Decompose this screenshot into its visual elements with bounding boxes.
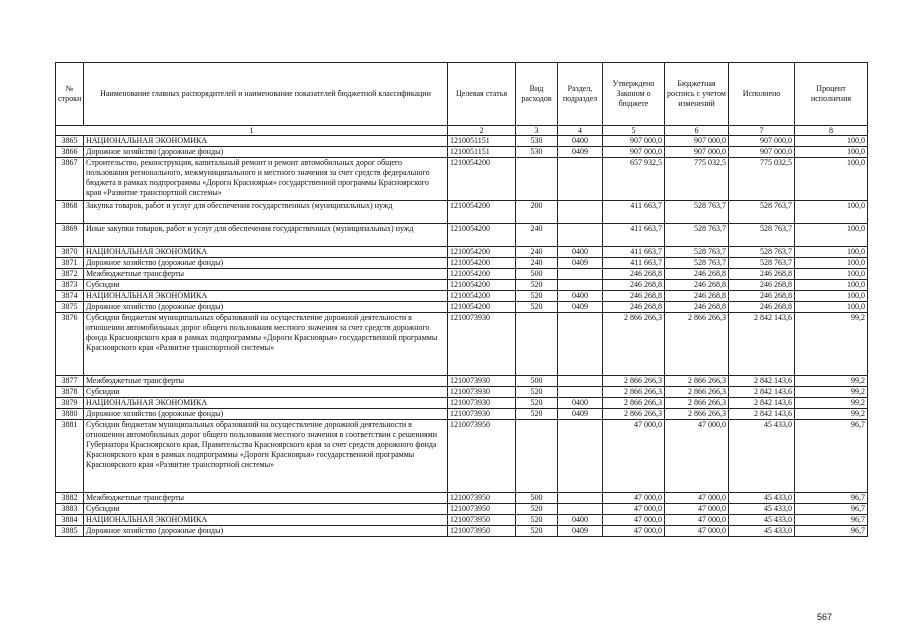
table-row: [56, 147, 868, 158]
row-expense-type: [516, 158, 558, 201]
table-row: [56, 493, 868, 504]
row-executed: 45 433,0: [729, 420, 795, 493]
header-row-number: № строки: [56, 63, 84, 126]
row-approved: 411 663,7: [603, 258, 665, 269]
row-approved: 411 663,7: [603, 224, 665, 247]
row-name: Межбюджетные трансферты: [84, 376, 448, 387]
row-approved: 2 866 266,3: [603, 376, 665, 387]
row-section: [558, 493, 603, 504]
row-expense-type: 520: [516, 504, 558, 515]
header-executed: Исполнено: [729, 63, 795, 126]
row-executed: 2 842 143,6: [729, 313, 795, 376]
row-target-article: 1210073930: [448, 409, 516, 420]
table-row: [56, 504, 868, 515]
row-target-article: 1210073930: [448, 398, 516, 409]
row-percent: 96,7: [795, 515, 868, 526]
column-number: 1: [56, 126, 448, 136]
row-target-article: 1210054200: [448, 280, 516, 291]
row-approved: 2 866 266,3: [603, 313, 665, 376]
row-section: 0400: [558, 136, 603, 147]
row-name: Закупка товаров, работ и услуг для обеспечения государственных (муниципальных) нужд: [84, 201, 448, 224]
row-percent: 100,0: [795, 269, 868, 280]
column-number: 2: [448, 126, 516, 136]
row-name: НАЦИОНАЛЬНАЯ ЭКОНОМИКА: [84, 515, 448, 526]
table-header-row: [56, 63, 868, 126]
row-budget-schedule: 2 866 266,3: [665, 387, 729, 398]
row-number: 3884: [56, 515, 84, 526]
row-budget-schedule: 47 000,0: [665, 526, 729, 537]
row-percent: 96,7: [795, 493, 868, 504]
row-expense-type: 520: [516, 526, 558, 537]
row-percent: 96,7: [795, 504, 868, 515]
row-percent: 100,0: [795, 291, 868, 302]
table-row: [56, 201, 868, 224]
row-executed: 246 268,8: [729, 280, 795, 291]
row-executed: 246 268,8: [729, 302, 795, 313]
row-number: 3879: [56, 398, 84, 409]
row-approved: 246 268,8: [603, 291, 665, 302]
row-percent: 100,0: [795, 158, 868, 201]
row-approved: 2 866 266,3: [603, 398, 665, 409]
header-approved: Утверждено Законом о бюджете: [603, 63, 665, 126]
row-expense-type: [516, 420, 558, 493]
row-number: 3877: [56, 376, 84, 387]
row-budget-schedule: 907 000,0: [665, 136, 729, 147]
row-expense-type: 500: [516, 493, 558, 504]
row-budget-schedule: 2 866 266,3: [665, 313, 729, 376]
table-row: [56, 269, 868, 280]
row-target-article: 1210054200: [448, 258, 516, 269]
row-section: 0409: [558, 258, 603, 269]
row-number: 3880: [56, 409, 84, 420]
row-expense-type: 520: [516, 302, 558, 313]
row-budget-schedule: 47 000,0: [665, 493, 729, 504]
row-expense-type: [516, 313, 558, 376]
column-numbers-row: [56, 126, 868, 136]
budget-table: [55, 62, 868, 537]
row-target-article: 1210054200: [448, 247, 516, 258]
row-name: НАЦИОНАЛЬНАЯ ЭКОНОМИКА: [84, 398, 448, 409]
header-target-article: Целевая статья: [448, 63, 516, 126]
row-approved: 47 000,0: [603, 420, 665, 493]
row-number: 3876: [56, 313, 84, 376]
row-name: НАЦИОНАЛЬНАЯ ЭКОНОМИКА: [84, 291, 448, 302]
page-number: 567: [817, 612, 833, 622]
row-budget-schedule: 528 763,7: [665, 258, 729, 269]
row-percent: 100,0: [795, 302, 868, 313]
row-percent: 100,0: [795, 201, 868, 224]
row-percent: 100,0: [795, 224, 868, 247]
row-target-article: 1210054200: [448, 269, 516, 280]
row-target-article: 1210054200: [448, 302, 516, 313]
row-name: Дорожное хозяйство (дорожные фонды): [84, 526, 448, 537]
row-budget-schedule: 47 000,0: [665, 504, 729, 515]
row-number: 3885: [56, 526, 84, 537]
row-target-article: 1210054200: [448, 291, 516, 302]
column-number: 7: [729, 126, 795, 136]
row-name: Субсидии бюджетам муниципальных образований на осуществление дорожной деятельности в отношении автомобильных дорог общего пользования местного значения в соответствии с решениями Губернатора Красноярского края, Правительства Красноярского края за счет средств дорожного фонда Красноярского края в рамках подпрограммы «Дороги Красноярья» государственной программы Красноярского края «Развитие транспортной системы»: [84, 420, 448, 493]
row-name: Субсидии: [84, 504, 448, 515]
row-section: 0409: [558, 147, 603, 158]
row-expense-type: 520: [516, 387, 558, 398]
row-target-article: 1210073950: [448, 515, 516, 526]
header-percent: Процент исполнения: [795, 63, 868, 126]
row-name: Субсидии бюджетам муниципальных образований на осуществление дорожной деятельности в отношении автомобильных дорог общего пользования местного значения за счет средств дорожного фонда Красноярского края в рамках подпрограммы «Дороги Красноярья» государственной программы Красноярского края «Развитие транспортной системы»: [84, 313, 448, 376]
row-percent: 99,2: [795, 387, 868, 398]
row-section: 0400: [558, 291, 603, 302]
row-number: 3871: [56, 258, 84, 269]
row-expense-type: 530: [516, 147, 558, 158]
row-expense-type: 500: [516, 376, 558, 387]
row-section: [558, 280, 603, 291]
row-executed: 45 433,0: [729, 515, 795, 526]
row-executed: 2 842 143,6: [729, 376, 795, 387]
row-approved: 47 000,0: [603, 526, 665, 537]
row-section: [558, 387, 603, 398]
row-number: 3869: [56, 224, 84, 247]
table-row: [56, 387, 868, 398]
row-section: [558, 313, 603, 376]
row-executed: 45 433,0: [729, 493, 795, 504]
row-number: 3875: [56, 302, 84, 313]
row-budget-schedule: 246 268,8: [665, 291, 729, 302]
header-expense-type: Вид расходов: [516, 63, 558, 126]
row-expense-type: 240: [516, 258, 558, 269]
row-budget-schedule: 246 268,8: [665, 302, 729, 313]
table-row: [56, 247, 868, 258]
table-row: [56, 158, 868, 201]
row-expense-type: 240: [516, 224, 558, 247]
row-section: [558, 224, 603, 247]
row-executed: 528 763,7: [729, 247, 795, 258]
column-number: 5: [603, 126, 665, 136]
row-target-article: 1210073950: [448, 526, 516, 537]
row-section: 0409: [558, 409, 603, 420]
row-name: Межбюджетные трансферты: [84, 493, 448, 504]
row-percent: 96,7: [795, 526, 868, 537]
row-target-article: 1210051151: [448, 136, 516, 147]
row-section: 0409: [558, 526, 603, 537]
row-percent: 100,0: [795, 280, 868, 291]
row-target-article: 1210073930: [448, 387, 516, 398]
row-approved: 246 268,8: [603, 269, 665, 280]
row-expense-type: 520: [516, 515, 558, 526]
table-row: [56, 136, 868, 147]
row-executed: 246 268,8: [729, 269, 795, 280]
row-expense-type: 520: [516, 409, 558, 420]
row-section: [558, 420, 603, 493]
row-number: 3882: [56, 493, 84, 504]
row-name: НАЦИОНАЛЬНАЯ ЭКОНОМИКА: [84, 247, 448, 258]
row-name: НАЦИОНАЛЬНАЯ ЭКОНОМИКА: [84, 136, 448, 147]
row-section: [558, 504, 603, 515]
row-target-article: 1210073950: [448, 493, 516, 504]
row-percent: 100,0: [795, 136, 868, 147]
row-name: Межбюджетные трансферты: [84, 269, 448, 280]
row-number: 3873: [56, 280, 84, 291]
row-budget-schedule: 528 763,7: [665, 201, 729, 224]
row-percent: 99,2: [795, 376, 868, 387]
row-approved: 246 268,8: [603, 280, 665, 291]
row-executed: 775 032,5: [729, 158, 795, 201]
row-number: 3878: [56, 387, 84, 398]
row-approved: 411 663,7: [603, 201, 665, 224]
row-budget-schedule: 47 000,0: [665, 420, 729, 493]
row-executed: 246 268,8: [729, 291, 795, 302]
row-name: Дорожное хозяйство (дорожные фонды): [84, 258, 448, 269]
row-target-article: 1210073930: [448, 376, 516, 387]
row-number: 3867: [56, 158, 84, 201]
row-approved: 2 866 266,3: [603, 409, 665, 420]
row-budget-schedule: 246 268,8: [665, 280, 729, 291]
row-executed: 2 842 143,6: [729, 387, 795, 398]
row-section: 0400: [558, 398, 603, 409]
row-name: Субсидии: [84, 280, 448, 291]
row-percent: 96,7: [795, 420, 868, 493]
row-approved: 2 866 266,3: [603, 387, 665, 398]
row-name: Строительство, реконструкция, капитальный ремонт и ремонт автомобильных дорог общего пользования регионального, межмуниципального и местного значения за счет средств федерального бюджета в рамках подпрограммы «Дороги Красноярья» государственной программы Красноярского края «Развитие транспортной системы»: [84, 158, 448, 201]
table-row: [56, 291, 868, 302]
row-approved: 411 663,7: [603, 247, 665, 258]
row-expense-type: 520: [516, 280, 558, 291]
table-row: [56, 302, 868, 313]
table-row: [56, 398, 868, 409]
row-target-article: 1210054200: [448, 158, 516, 201]
row-executed: 528 763,7: [729, 224, 795, 247]
row-executed: 45 433,0: [729, 504, 795, 515]
row-section: [558, 158, 603, 201]
table-body: [56, 136, 868, 537]
row-name: Субсидии: [84, 387, 448, 398]
row-percent: 100,0: [795, 247, 868, 258]
row-name: Дорожное хозяйство (дорожные фонды): [84, 147, 448, 158]
header-budget-schedule: Бюджетная роспись с учетом изменений: [665, 63, 729, 126]
row-percent: 99,2: [795, 313, 868, 376]
row-executed: 528 763,7: [729, 258, 795, 269]
row-percent: 99,2: [795, 398, 868, 409]
row-budget-schedule: 2 866 266,3: [665, 376, 729, 387]
row-approved: 47 000,0: [603, 493, 665, 504]
row-percent: 100,0: [795, 258, 868, 269]
row-budget-schedule: 907 000,0: [665, 147, 729, 158]
table-row: [56, 376, 868, 387]
row-executed: 2 842 143,6: [729, 409, 795, 420]
row-section: [558, 269, 603, 280]
row-number: 3881: [56, 420, 84, 493]
row-budget-schedule: 775 032,5: [665, 158, 729, 201]
row-target-article: 1210073950: [448, 420, 516, 493]
row-budget-schedule: 47 000,0: [665, 515, 729, 526]
row-number: 3865: [56, 136, 84, 147]
row-target-article: 1210054200: [448, 224, 516, 247]
row-section: [558, 376, 603, 387]
table-row: [56, 280, 868, 291]
row-target-article: 1210073950: [448, 504, 516, 515]
row-executed: 45 433,0: [729, 526, 795, 537]
row-budget-schedule: 528 763,7: [665, 224, 729, 247]
row-approved: 246 268,8: [603, 302, 665, 313]
table-row: [56, 515, 868, 526]
row-name: Иные закупки товаров, работ и услуг для обеспечения государственных (муниципальных) нужд: [84, 224, 448, 247]
row-section: 0400: [558, 247, 603, 258]
row-number: 3872: [56, 269, 84, 280]
row-approved: 907 000,0: [603, 147, 665, 158]
row-section: 0400: [558, 515, 603, 526]
row-number: 3870: [56, 247, 84, 258]
row-number: 3874: [56, 291, 84, 302]
table-row: [56, 224, 868, 247]
row-expense-type: 520: [516, 398, 558, 409]
row-approved: 907 000,0: [603, 136, 665, 147]
row-section: 0409: [558, 302, 603, 313]
row-expense-type: 520: [516, 291, 558, 302]
row-target-article: 1210051151: [448, 147, 516, 158]
column-number: 6: [665, 126, 729, 136]
row-budget-schedule: 2 866 266,3: [665, 409, 729, 420]
row-number: 3866: [56, 147, 84, 158]
row-budget-schedule: 246 268,8: [665, 269, 729, 280]
row-executed: 528 763,7: [729, 201, 795, 224]
header-section: Раздел, подраздел: [558, 63, 603, 126]
row-expense-type: 500: [516, 269, 558, 280]
column-number: 4: [558, 126, 603, 136]
row-name: Дорожное хозяйство (дорожные фонды): [84, 302, 448, 313]
header-name: Наименование главных распорядителей и наименование показателей бюджетной классификации: [84, 63, 448, 126]
row-expense-type: 530: [516, 136, 558, 147]
table-row: [56, 313, 868, 376]
table-row: [56, 526, 868, 537]
row-number: 3883: [56, 504, 84, 515]
row-target-article: 1210073930: [448, 313, 516, 376]
row-number: 3868: [56, 201, 84, 224]
row-target-article: 1210054200: [448, 201, 516, 224]
row-approved: 47 000,0: [603, 504, 665, 515]
row-budget-schedule: 2 866 266,3: [665, 398, 729, 409]
table-row: [56, 420, 868, 493]
row-budget-schedule: 528 763,7: [665, 247, 729, 258]
row-approved: 47 000,0: [603, 515, 665, 526]
column-number: 3: [516, 126, 558, 136]
row-percent: 100,0: [795, 147, 868, 158]
row-name: Дорожное хозяйство (дорожные фонды): [84, 409, 448, 420]
row-executed: 2 842 143,6: [729, 398, 795, 409]
row-executed: 907 000,0: [729, 136, 795, 147]
row-section: [558, 201, 603, 224]
row-approved: 657 932,5: [603, 158, 665, 201]
row-expense-type: 200: [516, 201, 558, 224]
row-expense-type: 240: [516, 247, 558, 258]
table-row: [56, 258, 868, 269]
row-percent: 99,2: [795, 409, 868, 420]
row-executed: 907 000,0: [729, 147, 795, 158]
table-row: [56, 409, 868, 420]
column-number: 8: [795, 126, 868, 136]
